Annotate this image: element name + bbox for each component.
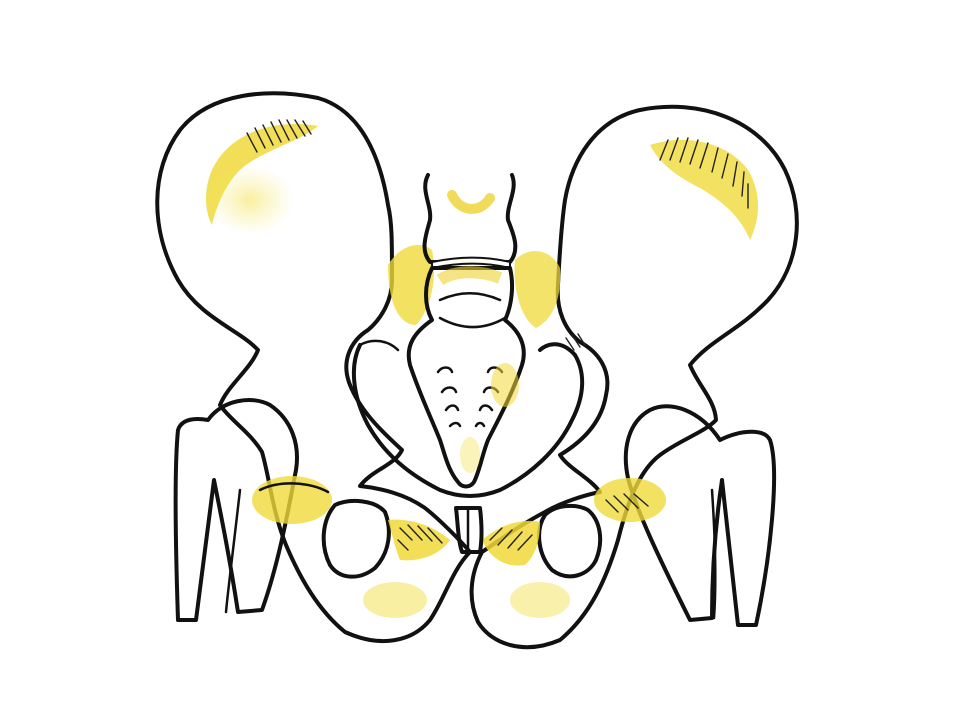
right-hip-bone xyxy=(472,107,797,647)
sacrum xyxy=(409,175,524,487)
right-obturator-foramen xyxy=(539,506,600,576)
pelvic-inlet xyxy=(354,341,582,496)
lumbar-vertebra xyxy=(425,175,516,262)
pubic-symphysis xyxy=(456,508,482,552)
left-obturator-foramen xyxy=(324,501,389,577)
